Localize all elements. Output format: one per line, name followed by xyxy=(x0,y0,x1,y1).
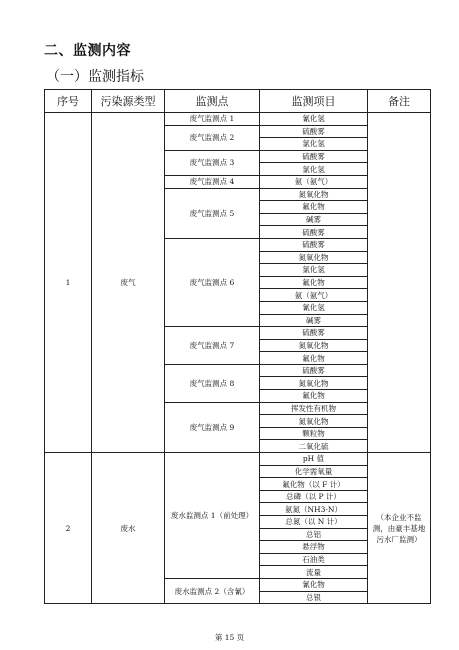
monitor-item-cell: 氟化物（以 F 计） xyxy=(260,478,368,491)
monitor-item-cell: 氟化物 xyxy=(260,390,368,403)
section-title: 二、监测内容 xyxy=(44,43,131,59)
header-monitor-item: 监测项目 xyxy=(260,90,368,113)
monitor-item-cell: 硫酸雾 xyxy=(260,226,368,239)
monitor-item-cell: 悬浮物 xyxy=(260,541,368,554)
monitor-item-cell: 总银 xyxy=(260,591,368,604)
monitor-point-cell: 废气监测点 3 xyxy=(165,150,260,175)
monitor-item-cell: 氰化氢 xyxy=(260,301,368,314)
monitor-item-cell: 颗粒物 xyxy=(260,427,368,440)
monitor-item-cell: 氨氮（NH3-N） xyxy=(260,503,368,516)
monitor-item-cell: 碱雾 xyxy=(260,314,368,327)
seq-cell: 1 xyxy=(45,113,92,453)
monitor-item-cell: 总磷（以 P 计） xyxy=(260,490,368,503)
monitor-item-cell: 硫酸雾 xyxy=(260,327,368,340)
monitor-point-cell: 废气监测点 7 xyxy=(165,327,260,365)
monitor-item-cell: 氯化氢 xyxy=(260,163,368,176)
monitor-item-cell: 硫酸雾 xyxy=(260,238,368,251)
monitor-point-cell: 废气监测点 6 xyxy=(165,238,260,326)
monitor-item-cell: 氨（氨气） xyxy=(260,175,368,188)
source-type-cell: 废气 xyxy=(92,113,165,453)
header-seq: 序号 xyxy=(45,90,92,113)
monitor-item-cell: 氟化物 xyxy=(260,276,368,289)
monitor-item-cell: 氮氧化物 xyxy=(260,188,368,201)
monitor-item-cell: 氮氧化物 xyxy=(260,339,368,352)
monitor-item-cell: 总氮（以 N 计） xyxy=(260,516,368,529)
monitor-item-cell: 挥发性有机物 xyxy=(260,402,368,415)
monitor-point-cell: 废气监测点 2 xyxy=(165,125,260,150)
monitor-item-cell: 氟化物 xyxy=(260,352,368,365)
monitor-item-cell: 硫酸雾 xyxy=(260,125,368,138)
header-note: 备注 xyxy=(368,90,431,113)
monitor-point-cell: 废气监测点 9 xyxy=(165,402,260,452)
monitor-item-cell: 氟化物 xyxy=(260,201,368,214)
monitor-item-cell: 氮氧化物 xyxy=(260,251,368,264)
note-cell xyxy=(368,113,431,453)
monitor-item-cell: 二氧化硫 xyxy=(260,440,368,453)
monitor-item-cell: 流量 xyxy=(260,566,368,579)
monitor-item-cell: 氨（氨气） xyxy=(260,289,368,302)
monitor-item-cell: 氰化氢 xyxy=(260,113,368,126)
monitor-item-cell: 碱雾 xyxy=(260,213,368,226)
monitor-point-cell: 废气监测点 5 xyxy=(165,188,260,238)
table-row xyxy=(45,113,431,126)
monitor-item-cell: 硫酸雾 xyxy=(260,150,368,163)
monitor-item-cell: pH 值 xyxy=(260,453,368,466)
monitor-item-cell: 总铝 xyxy=(260,528,368,541)
note-cell: （本企业不监测，由豪丰基地污水厂监测） xyxy=(368,453,431,604)
monitor-point-cell: 废气监测点 8 xyxy=(165,364,260,402)
monitor-point-cell: 废气监测点 4 xyxy=(165,175,260,188)
page-number: 第 15 页 xyxy=(214,633,245,642)
monitor-item-cell: 化学需氧量 xyxy=(260,465,368,478)
monitor-item-cell: 氯化氢 xyxy=(260,264,368,277)
subsection-title: （一）监测指标 xyxy=(46,69,144,85)
source-type-cell: 废水 xyxy=(92,453,165,604)
monitor-point-cell: 废水监测点 1（前处理） xyxy=(165,453,260,579)
monitor-item-cell: 氰化物 xyxy=(260,578,368,591)
seq-cell: 2 xyxy=(45,453,92,604)
monitor-item-cell: 氮氧化物 xyxy=(260,415,368,428)
header-monitor-point: 监测点 xyxy=(165,90,260,113)
monitor-point-cell: 废气监测点 1 xyxy=(165,113,260,126)
table-header-row xyxy=(45,90,431,113)
monitor-point-cell: 废水监测点 2（含氰） xyxy=(165,578,260,603)
monitor-item-cell: 石油类 xyxy=(260,553,368,566)
monitoring-table xyxy=(44,89,431,604)
header-source-type: 污染源类型 xyxy=(92,90,165,113)
table-row xyxy=(45,453,431,466)
monitor-item-cell: 硫酸雾 xyxy=(260,364,368,377)
monitor-item-cell: 氮氧化物 xyxy=(260,377,368,390)
monitor-item-cell: 氯化氢 xyxy=(260,138,368,151)
